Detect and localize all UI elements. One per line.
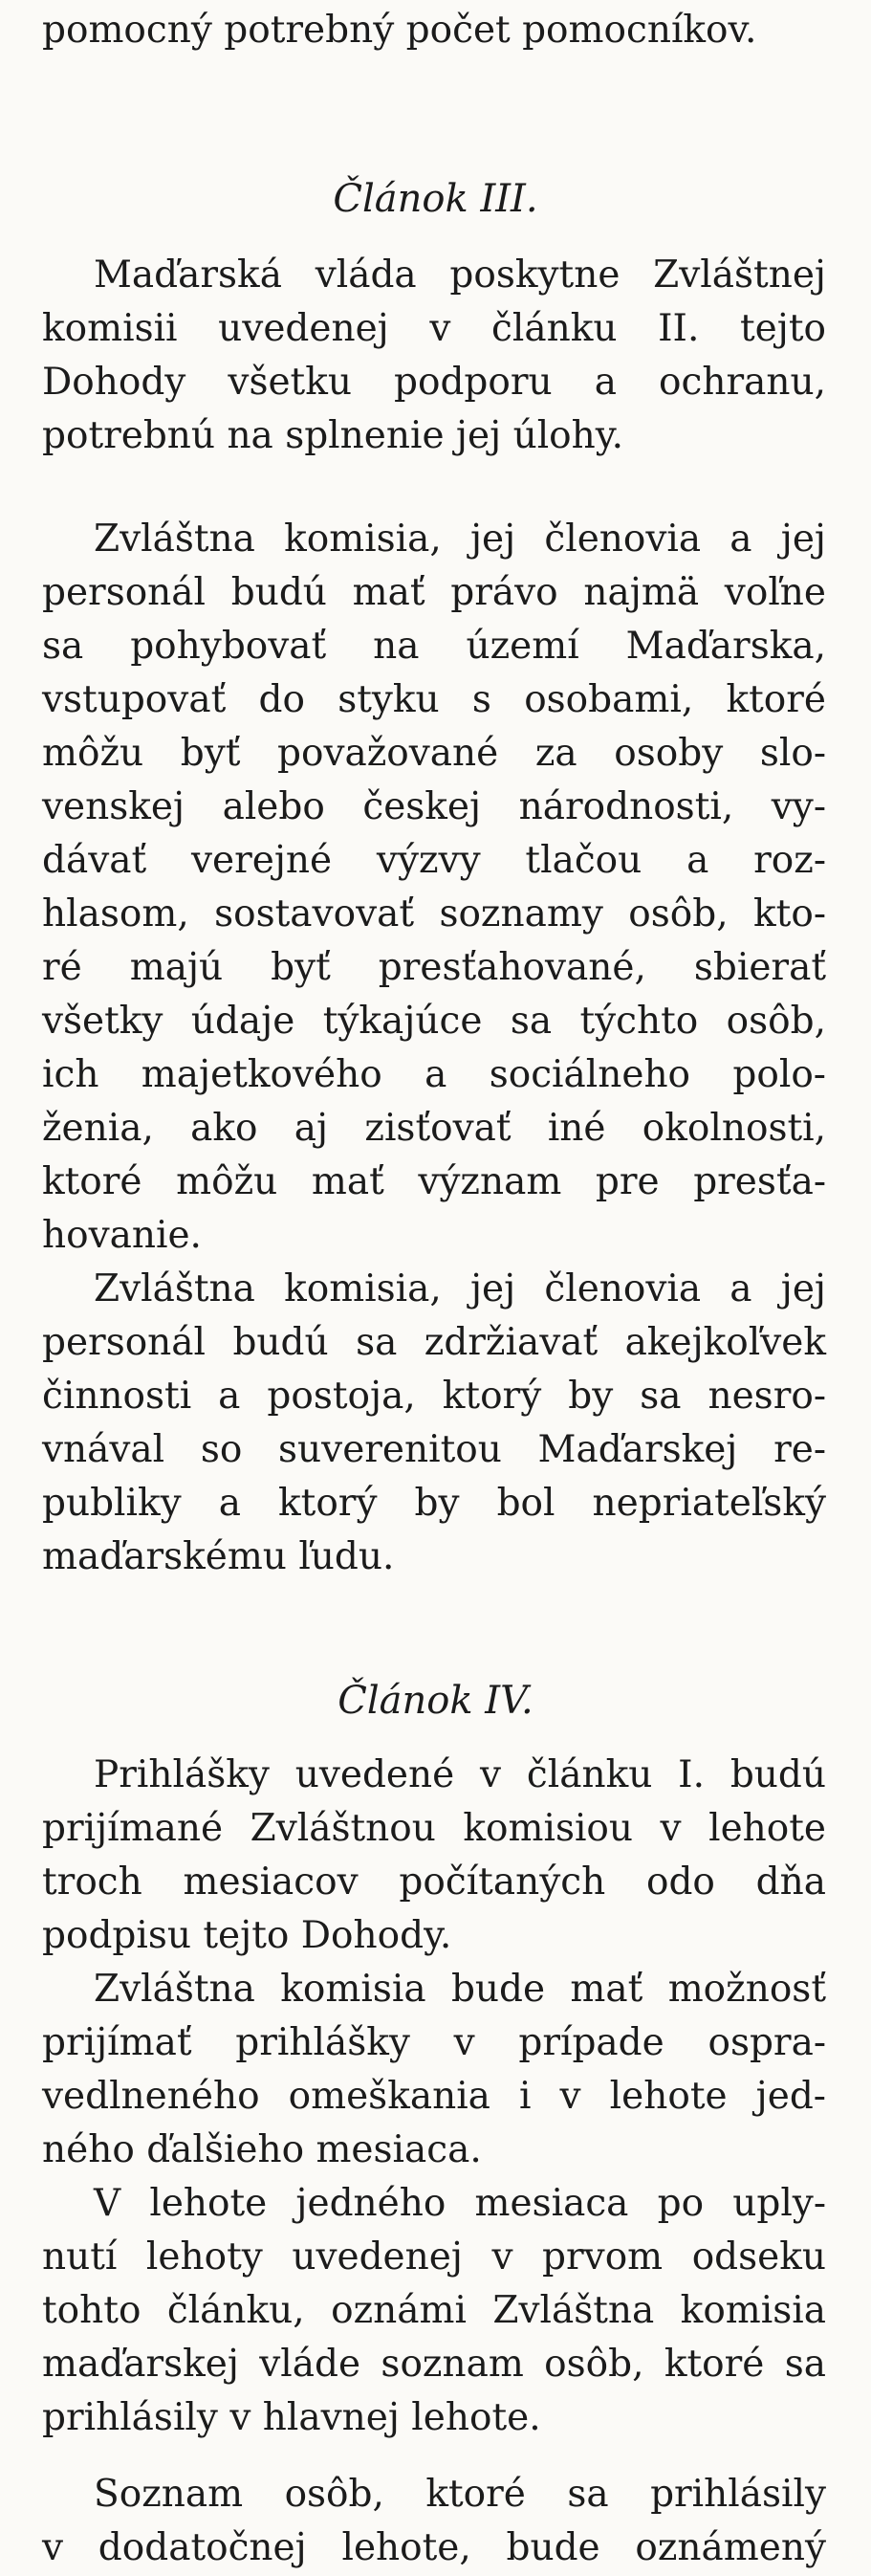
text-line: vnával so suverenitou Maďarskej re-: [42, 1428, 826, 1471]
text-line: prijímané Zvláštnou komisiou v lehote: [42, 1807, 826, 1850]
text-line: Maďarská vláda poskytne Zvláštnej: [94, 253, 826, 297]
text-line: prihlásily v hlavnej lehote.: [42, 2396, 541, 2439]
text-line: ného ďalšieho mesiaca.: [42, 2128, 482, 2171]
text-line: podpisu tejto Dohody.: [42, 1914, 452, 1957]
intro-line: pomocný potrebný počet pomocníkov.: [42, 9, 757, 52]
section-3-heading: Článok III.: [333, 177, 538, 221]
text-line: Zvláštna komisia bude mať možnosť: [94, 1968, 826, 2011]
text-line: Dohody všetku podporu a ochranu,: [42, 361, 826, 404]
text-line: troch mesiacov počítaných odo dňa: [42, 1860, 826, 1904]
text-line: hlasom, sostavovať soznamy osôb, kto-: [42, 892, 826, 936]
text-line: komisii uvedenej v článku II. tejto: [42, 307, 826, 350]
text-line: maďarskej vláde soznam osôb, ktoré sa: [42, 2343, 826, 2386]
text-line: ktoré môžu mať význam pre presťa-: [42, 1160, 826, 1203]
text-line: ich majetkového a sociálneho polo-: [42, 1053, 826, 1096]
text-line: Prihlášky uvedené v článku I. budú: [94, 1753, 826, 1796]
text-line: Zvláštna komisia, jej členovia a jej: [94, 517, 826, 561]
text-line: môžu byť považované za osoby slo-: [42, 732, 826, 775]
section-4-heading: Článok IV.: [338, 1679, 533, 1723]
text-line: personál budú sa zdržiavať akejkoľvek: [42, 1321, 826, 1364]
text-line: tohto článku, oznámi Zvláštna komisia: [42, 2289, 826, 2332]
text-line: v dodatočnej lehote, bude oznámený: [42, 2526, 826, 2569]
text-line: ženia, ako aj zisťovať iné okolnosti,: [42, 1107, 826, 1150]
text-line: vedlneného omeškania i v lehote jed-: [42, 2075, 826, 2118]
text-line: sa pohybovať na území Maďarska,: [42, 625, 826, 668]
text-line: venskej alebo českej národnosti, vy-: [42, 785, 826, 828]
text-line: publiky a ktorý by bol nepriateľský: [42, 1482, 826, 1525]
text-line: hovanie.: [42, 1214, 202, 1257]
text-line: V lehote jedného mesiaca po uply-: [94, 2182, 826, 2225]
text-line: vstupovať do styku s osobami, ktoré: [42, 678, 826, 721]
text-line: Zvláštna komisia, jej členovia a jej: [94, 1267, 826, 1310]
text-line: prijímať prihlášky v prípade ospra-: [42, 2021, 826, 2064]
text-line: činnosti a postoja, ktorý by sa nesro-: [42, 1375, 826, 1418]
text-line: dávať verejné výzvy tlačou a roz-: [42, 839, 826, 882]
text-line: ré majú byť presťahované, sbierať: [42, 946, 826, 989]
text-line: potrebnú na splnenie jej úlohy.: [42, 414, 624, 457]
text-line: nutí lehoty uvedenej v prvom odseku: [42, 2235, 826, 2279]
text-line: všetky údaje týkajúce sa týchto osôb,: [42, 1000, 826, 1043]
text-line: personál budú mať právo najmä voľne: [42, 571, 826, 614]
text-line: Soznam osôb, ktoré sa prihlásily: [94, 2473, 826, 2516]
text-line: maďarskému ľudu.: [42, 1535, 395, 1578]
